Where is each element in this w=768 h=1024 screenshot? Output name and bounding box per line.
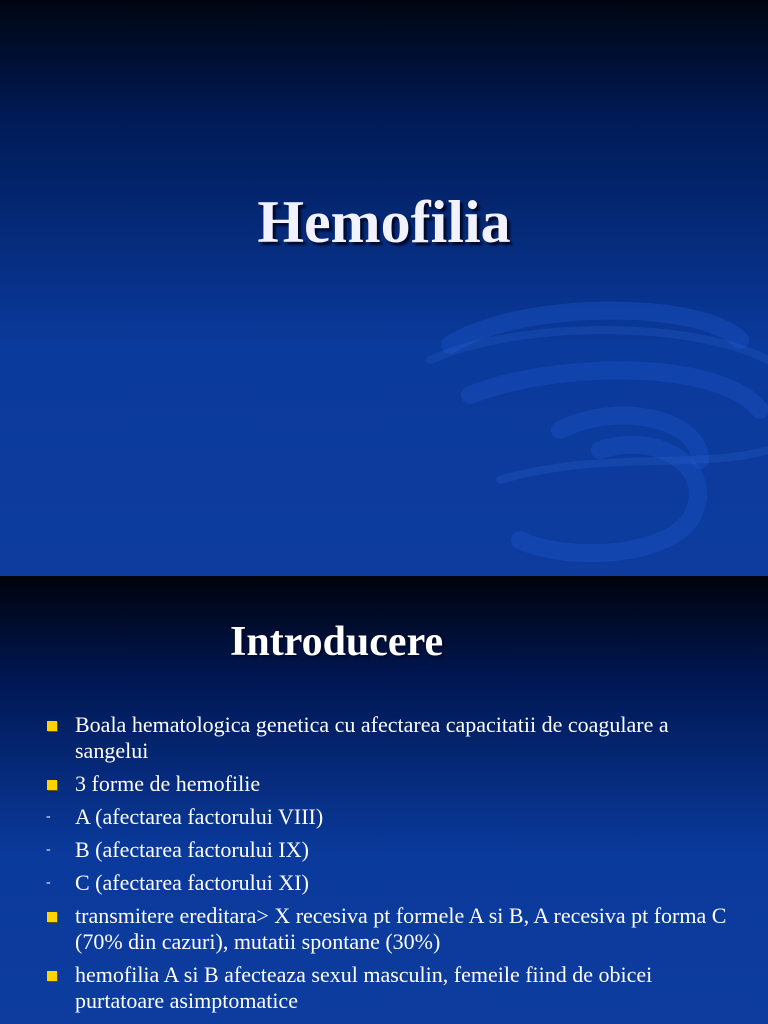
bullet-text: A (afectarea factorului VIII)	[75, 804, 324, 829]
slide-introducere-heading: Introducere	[230, 619, 444, 665]
slide-introducere	[0, 576, 768, 1024]
dash-bullet-icon: -	[46, 809, 51, 824]
square-bullet-icon	[47, 971, 57, 981]
square-bullet-icon	[47, 721, 57, 731]
square-bullet-icon	[47, 912, 57, 922]
dash-bullet-icon: -	[46, 875, 51, 890]
slide-title-heading: Hemofilia	[257, 189, 511, 255]
bullet-item	[44, 870, 734, 896]
bullet-item	[44, 771, 734, 797]
bullet-item	[44, 903, 734, 955]
bullet-text: Boala hematologica genetica cu afectarea capacitatii de coagulare a sangelui	[75, 712, 669, 763]
bullet-text: B (afectarea factorului IX)	[75, 837, 309, 862]
bullet-text: C (afectarea factorului XI)	[75, 870, 309, 895]
bullet-text: transmitere ereditara> X recesiva pt formele A si B, A recesiva pt forma C (70% din cazuri), mutatii spontane (30%)	[75, 903, 727, 954]
bullet-item	[44, 962, 734, 1014]
bullet-list	[44, 712, 734, 1021]
square-bullet-icon	[47, 780, 57, 790]
bullet-text: hemofilia A si B afecteaza sexul masculin, femeile fiind de obicei purtatoare asimptomatice	[75, 962, 653, 1013]
bullet-item	[44, 804, 734, 830]
bullet-item	[44, 837, 734, 863]
bullet-item	[44, 712, 734, 764]
dash-bullet-icon: -	[46, 842, 51, 857]
bullet-text: 3 forme de hemofilie	[75, 771, 261, 796]
